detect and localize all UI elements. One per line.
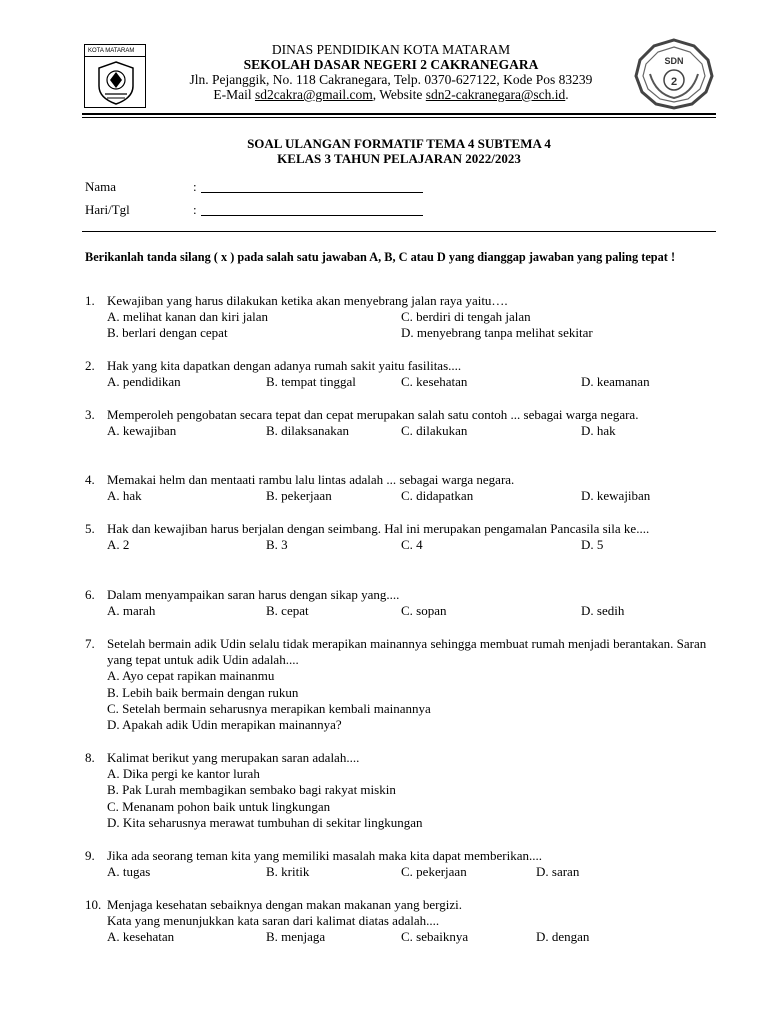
department-name: DINAS PENDIDIKAN KOTA MATARAM: [271, 42, 511, 57]
option-c[interactable]: C. didapatkan: [401, 488, 474, 504]
question-5: 5. Hak dan kewajiban harus berjalan dengan seimbang. Hal ini merupakan pengamalan Pancasila sila ke.... A. 2 B. 3 C. 4 D. 5: [85, 521, 715, 553]
question-text: Kalimat berikut yang merupakan saran adalah....: [107, 750, 360, 765]
option-a[interactable]: A. Ayo cepat rapikan mainanmu: [107, 668, 275, 684]
question-text: Memperoleh pengobatan secara tepat dan cepat merupakan salah satu contoh ... sebagai warga negara.: [107, 407, 639, 422]
emblem-icon: [93, 58, 139, 106]
option-b[interactable]: B. Lebih baik bermain dengan rukun: [107, 684, 299, 700]
option-a[interactable]: A. melihat kanan dan kiri jalan: [107, 309, 269, 325]
sdn-logo: [632, 38, 716, 115]
website-link[interactable]: sdn2-cakranegara@sch.id: [425, 87, 566, 102]
option-b[interactable]: B. pekerjaan: [266, 488, 332, 504]
option-c[interactable]: C. pekerjaan: [401, 864, 467, 880]
option-c[interactable]: C. Menanam pohon baik untuk lingkungan: [107, 798, 331, 814]
question-text: Dalam menyampaikan saran harus dengan sikap yang....: [107, 587, 400, 602]
option-b[interactable]: B. Pak Lurah membagikan sembako bagi rakyat miskin: [107, 782, 396, 798]
option-a[interactable]: A. marah: [107, 603, 156, 619]
exam-page: KOTA MATARAM 2 SDN DINAS PENDIDIKAN KOTA MATARAM SEKOLAH DASAR NEGERI 2 CAKRANEGARA Jln. Pejanggik, No. 118 Cakranegara, Telp. 0370-627122, Kode Pos 83239 E-Mail sd2cakra@gmail.com, Website sdn2-cakranegara@sch.id. SOAL ULANGAN FORMATIF TEMA 4 SUBTEMA 4 KELAS 3 TAHUN PELAJARAN 2022/2023 Nama : Hari/Tgl : Berikanlah tanda silang ( x ) pada salah satu jawaban A, B, C atau D yang dianggap jawaban yang paling tepat ! 1. Kewajiban yang harus dilakukan ketika akan menyebrang jalan raya yaitu…. A. melihat kanan dan kiri jalan C. berdiri di tengah jalan B. berlari dengan cepat D. menyebrang tanpa melihat sekitar 2. Hak yang kita dapatkan dengan adanya rumah sakit yaitu fasilitas.... A. pendidikan B. tempat tinggal C. kesehatan D. keamanan 3. Memperoleh pengobatan secara tepat dan cepat merupakan salah satu contoh ... sebagai warga negara. A. kewajiban B. dilaksanakan C. dilakukan D. hak 4. Memakai helm dan mentaati rambu lalu lintas adalah ... sebagai warga negara. A. hak B. pekerjaan C. didapatkan D. kewajiban 5. Hak dan kewajiban harus berjalan dengan seimbang. Hal ini merupakan pengamalan Pancasila sila ke.... A. 2 B. 3 C. 4 D. 5 6. Dalam menyampaikan saran harus dengan sikap yang.... A. marah B. cepat C. sopan D. sedih 7. Setelah bermain adik Udin selalu tidak merapikan mainannya sehingga membuat rumah menjadi berantakan. Saran yang tepat untuk adik Udin adalah.... A. Ayo cepat rapikan mainanmu B. Lebih baik bermain dengan rukun C. Setelah bermain seharusnya merapikan kembali mainannya D. Apakah adik Udin merapikan mainannya? 8. Kalimat berikut yang merupakan saran adalah.... A. Dika pergi ke kantor lurah B. Pak Lurah membagikan sembako bagi rakyat miskin C. Menanam pohon baik untuk lingkungan D. Kita seharusnya merawat tumbuhan di sekitar lingkungan 9. Jika ada seorang teman kita yang memiliki masalah maka kita dapat memberikan.... A. tugas B. kritik C. pekerjaan D. saran 10. Menjaga kesehatan sebaiknya dengan makan makanan yang bergizi. Kata yang menunjukkan kata saran dari kalimat diatas adalah.... A. kesehatan B. menjaga C. sebaiknya D. dengan: [0, 0, 768, 1024]
exam-title: [82, 136, 716, 166]
option-c[interactable]: C. 4: [401, 537, 423, 553]
date-blank[interactable]: [201, 215, 423, 216]
option-c[interactable]: C. sebaiknya: [401, 929, 469, 945]
question-9: 9. Jika ada seorang teman kita yang memiliki masalah maka kita dapat memberikan.... A. tugas B. kritik C. pekerjaan D. saran: [85, 848, 715, 880]
instruction: Berikanlah tanda silang ( x ) pada salah satu jawaban A, B, C atau D yang dianggap jawaban yang paling tepat !: [85, 250, 676, 264]
question-8: 8. Kalimat berikut yang merupakan saran adalah.... A. Dika pergi ke kantor lurah B. Pak Lurah membagikan sembako bagi rakyat miskin C. Menanam pohon baik untuk lingkungan D. Kita seharusnya merawat tumbuhan di sekitar lingkungan: [85, 750, 715, 831]
divider: [82, 231, 716, 232]
option-d[interactable]: D. saran: [536, 864, 580, 880]
question-2: 2. Hak yang kita dapatkan dengan adanya rumah sakit yaitu fasilitas.... A. pendidikan B. tempat tinggal C. kesehatan D. keamanan: [85, 358, 715, 390]
option-a[interactable]: A. Dika pergi ke kantor lurah: [107, 766, 260, 782]
option-a[interactable]: A. pendidikan: [107, 374, 181, 390]
letterhead-rule-thick: [82, 113, 716, 115]
question-text: Hak dan kewajiban harus berjalan dengan seimbang. Hal ini merupakan pengamalan Pancasila sila ke....: [107, 521, 650, 536]
option-b[interactable]: B. dilaksanakan: [266, 423, 350, 439]
kota-mataram-logo: [84, 44, 146, 108]
question-text-2: Kata yang menunjukkan kata saran dari kalimat diatas adalah....: [107, 913, 440, 929]
sdn-emblem-icon: [632, 38, 716, 110]
name-label: Nama: [85, 179, 117, 194]
date-label: Hari/Tgl: [85, 202, 130, 217]
option-d[interactable]: D. 5: [581, 537, 604, 553]
option-b[interactable]: B. 3: [266, 537, 288, 553]
logo-label: KOTA MATARAM: [85, 46, 145, 57]
option-b[interactable]: B. tempat tinggal: [266, 374, 356, 390]
option-c[interactable]: C. kesehatan: [401, 374, 468, 390]
school-name: SEKOLAH DASAR NEGERI 2 CAKRANEGARA: [243, 57, 539, 72]
option-b[interactable]: B. cepat: [266, 603, 309, 619]
option-a[interactable]: A. kesehatan: [107, 929, 175, 945]
option-d[interactable]: D. menyebrang tanpa melihat sekitar: [401, 325, 593, 341]
question-text: Kewajiban yang harus dilakukan ketika akan menyebrang jalan raya yaitu….: [107, 293, 508, 308]
question-6: 6. Dalam menyampaikan saran harus dengan sikap yang.... A. marah B. cepat C. sopan D. sedih: [85, 587, 715, 619]
option-d[interactable]: D. sedih: [581, 603, 625, 619]
option-d[interactable]: D. Apakah adik Udin merapikan mainannya?: [107, 717, 342, 733]
option-c[interactable]: C. sopan: [401, 603, 447, 619]
question-text: Setelah bermain adik Udin selalu tidak merapikan mainannya sehingga membuat rumah menjadi berantakan. Saran yang tepat untuk adik Udin adalah....: [107, 636, 707, 668]
option-a[interactable]: A. tugas: [107, 864, 151, 880]
question-4: 4. Memakai helm dan mentaati rambu lalu lintas adalah ... sebagai warga negara. A. hak B. pekerjaan C. didapatkan D. kewajiban: [85, 472, 715, 504]
option-b[interactable]: B. berlari dengan cepat: [107, 325, 228, 341]
option-b[interactable]: B. kritik: [266, 864, 310, 880]
option-a[interactable]: A. hak: [107, 488, 142, 504]
question-10: 10. Menjaga kesehatan sebaiknya dengan makan makanan yang bergizi. Kata yang menunjukkan kata saran dari kalimat diatas adalah.... A. kesehatan B. menjaga C. sebaiknya D. dengan: [85, 897, 715, 946]
exam-title-line1: SOAL ULANGAN FORMATIF TEMA 4 SUBTEMA 4: [247, 136, 551, 151]
question-3: 3. Memperoleh pengobatan secara tepat dan cepat merupakan salah satu contoh ... sebagai warga negara. A. kewajiban B. dilaksanakan C. dilakukan D. hak: [85, 407, 715, 439]
option-d[interactable]: D. kewajiban: [581, 488, 651, 504]
letterhead: [150, 42, 632, 102]
option-a[interactable]: A. kewajiban: [107, 423, 177, 439]
option-d[interactable]: D. hak: [581, 423, 616, 439]
question-7: 7. Setelah bermain adik Udin selalu tidak merapikan mainannya sehingga membuat rumah menjadi berantakan. Saran yang tepat untuk adik Udin adalah.... A. Ayo cepat rapikan mainanmu B. Lebih baik bermain dengan rukun C. Setelah bermain seharusnya merapikan kembali mainannya D. Apakah adik Udin merapikan mainannya?: [85, 636, 715, 733]
svg-text:2: 2: [670, 76, 678, 88]
option-c[interactable]: C. Setelah bermain seharusnya merapikan kembali mainannya: [107, 700, 431, 716]
option-d[interactable]: D. dengan: [536, 929, 590, 945]
question-text: Memakai helm dan mentaati rambu lalu lintas adalah ... sebagai warga negara.: [107, 472, 515, 487]
name-blank[interactable]: [201, 192, 423, 193]
option-d[interactable]: D. Kita seharusnya merawat tumbuhan di sekitar lingkungan: [107, 814, 423, 830]
question-text: Jika ada seorang teman kita yang memiliki masalah maka kita dapat memberikan....: [107, 848, 542, 863]
option-b[interactable]: B. menjaga: [266, 929, 326, 945]
question-1: 1. Kewajiban yang harus dilakukan ketika akan menyebrang jalan raya yaitu…. A. melihat kanan dan kiri jalan C. berdiri di tengah jalan B. berlari dengan cepat D. menyebrang tanpa melihat sekitar: [85, 293, 715, 342]
option-c[interactable]: C. dilakukan: [401, 423, 468, 439]
option-a[interactable]: A. 2: [107, 537, 130, 553]
sdn-logo-text: SDN: [664, 56, 684, 66]
school-address: Jln. Pejanggik, No. 118 Cakranegara, Telp. 0370-627122, Kode Pos 83239: [189, 72, 593, 87]
option-c[interactable]: C. berdiri di tengah jalan: [401, 309, 531, 325]
question-text: Hak yang kita dapatkan dengan adanya rumah sakit yaitu fasilitas....: [107, 358, 462, 373]
option-d[interactable]: D. keamanan: [581, 374, 650, 390]
contact-line: E-Mail sd2cakra@gmail.com, Website sdn2-cakranegara@sch.id.: [213, 87, 569, 102]
exam-title-line2: KELAS 3 TAHUN PELAJARAN 2022/2023: [277, 151, 521, 166]
email-link[interactable]: sd2cakra@gmail.com: [254, 87, 373, 102]
letterhead-rule-thin: [82, 117, 716, 118]
question-text: Menjaga kesehatan sebaiknya dengan makan makanan yang bergizi.: [107, 897, 462, 912]
